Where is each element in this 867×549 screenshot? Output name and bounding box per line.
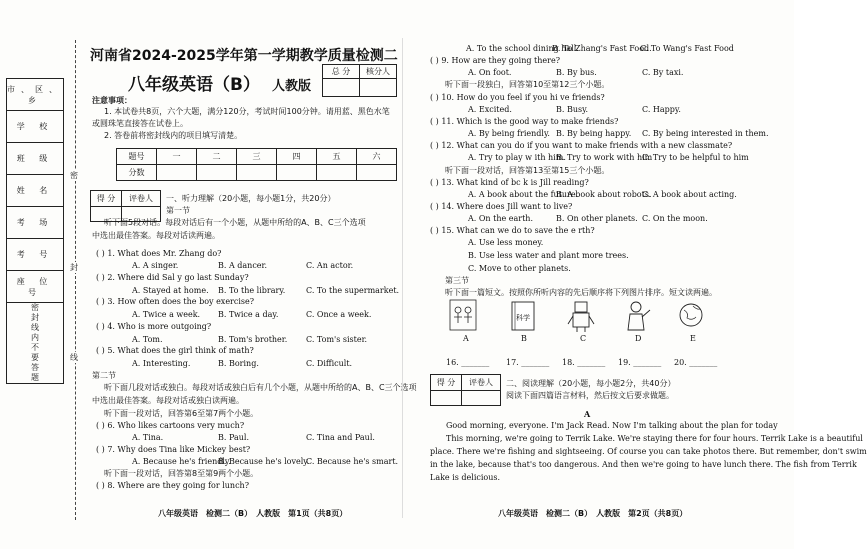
part2-label: 第二节 (92, 371, 116, 380)
q3-c[interactable]: C. Once a week. (306, 310, 372, 319)
total-cell[interactable] (323, 79, 360, 97)
grader2-score-label: 得 分 (431, 375, 462, 391)
q11-a[interactable]: A. By being friendly. (468, 129, 550, 138)
q2-a[interactable]: A. Stayed at home. (132, 286, 209, 295)
score-table (116, 148, 397, 181)
q1-b[interactable]: B. A dancer. (218, 261, 268, 270)
q12: ( ) 12. What can you do if you want to make friends with a new classmate? (430, 141, 733, 150)
score-header-3: 三 (237, 149, 277, 165)
q13-c[interactable]: C. A book about acting. (642, 190, 737, 199)
score-row-label: 分数 (117, 165, 157, 181)
q10-a[interactable]: A. Excited. (468, 105, 512, 114)
grader2-score-cell[interactable] (431, 391, 462, 406)
section2-inst: 阅读下面四篇语言材料，然后按文后要求做题。 (506, 391, 674, 400)
q10-b[interactable]: B. Busy. (556, 105, 589, 114)
grader-box-2 (430, 374, 501, 406)
q13: ( ) 13. What kind of bc k is Jill reading? (430, 178, 589, 187)
q11: ( ) 11. Which is the good way to make friends? (430, 117, 619, 126)
blank-20[interactable]: 20. _______ (674, 358, 718, 367)
q1-c[interactable]: C. An actor. (306, 261, 354, 270)
score-cell[interactable] (317, 165, 357, 181)
q5-b[interactable]: B. Boring. (218, 359, 259, 368)
q14-b[interactable]: B. On other planets. (556, 214, 638, 223)
seal-word-mi: 密 (70, 171, 78, 180)
q2-b[interactable]: B. To the library. (218, 286, 286, 295)
seal-line (75, 40, 76, 520)
part2-inst2: 中选出最佳答案。每段对话或独白读两遍。 (92, 396, 244, 405)
field-exam-room: 考 场 (7, 207, 64, 239)
note-1b: 或圆珠笔直接答在试卷上。 (92, 119, 188, 128)
checker-label: 核分人 (360, 65, 397, 79)
q13-a[interactable]: A. A book about the future. (468, 190, 579, 199)
passage-line-2: This morning, we're going to Terrik Lake. We're staying there for four hours. Terrik Lake is a beautiful (446, 434, 863, 443)
q9-a[interactable]: A. On foot. (468, 68, 512, 77)
passage-line-4: in the lake, because that's too dangerous. And then we're going to have lunch there. The fish from Terrik (430, 460, 857, 469)
q3-b[interactable]: B. Twice a day. (218, 310, 279, 319)
q6: ( ) 6. Who likes cartoons very much? (96, 421, 245, 430)
dialogue2-inst: 听下面一段对话，回答第8至第9两个小题。 (104, 469, 259, 478)
q7: ( ) 7. Why does Tina like Mickey best? (96, 445, 251, 454)
q9-b[interactable]: B. By bus. (556, 68, 597, 77)
q14-a[interactable]: A. On the earth. (468, 214, 533, 223)
q7-c[interactable]: C. Because he's smart. (306, 457, 399, 466)
q14-c[interactable]: C. On the moon. (642, 214, 708, 223)
passage-line-1: Good morning, everyone. I'm Jack Read. Now I'm talking about the plan for today (446, 421, 778, 430)
field-region: 市、区、乡 (7, 79, 64, 111)
picture-b-book-title: 科学 (516, 314, 530, 322)
score-header-6: 六 (357, 149, 397, 165)
seal-word-feng: 封 (70, 263, 78, 272)
picture-d-label: D (635, 334, 642, 343)
page1-footer: 八年级英语 检测二（B） 人教版 第1页（共8页） (158, 509, 348, 518)
part1-label: 第一节 (166, 206, 190, 215)
q5-a[interactable]: A. Interesting. (132, 359, 191, 368)
q10-c[interactable]: C. Happy. (642, 105, 681, 114)
q10: ( ) 10. How do you feel if you hi ve friends? (430, 93, 605, 102)
seal-word-xian: 线 (70, 353, 78, 362)
score-cell[interactable] (237, 165, 277, 181)
q8-a[interactable]: A. To the school dining hall. (466, 44, 579, 53)
field-name: 姓 名 (7, 175, 64, 207)
exam-subtitle (128, 70, 311, 95)
picture-c-label: C (580, 334, 587, 343)
grader2-reviewer-label: 评卷人 (462, 375, 501, 391)
q14: ( ) 14. Where does Jill want to live? (430, 202, 573, 211)
q8-b[interactable]: B. To Zhang's Fast Food. (552, 44, 652, 53)
part2-inst1: 听下面几段对话或独白。每段对话或独白后有几个小题，从题中所给的A、B、C三个选项 (104, 383, 417, 392)
q4: ( ) 4. Who is more outgoing? (96, 322, 212, 331)
field-school: 学 校 (7, 111, 64, 143)
q7-a[interactable]: A. Because he's friendly. (132, 457, 231, 466)
q15-b[interactable]: B. Use less water and plant more trees. (468, 251, 629, 260)
q4-b[interactable]: B. Tom's brother. (218, 335, 288, 344)
checker-cell[interactable] (360, 79, 397, 97)
part1-inst2: 中选出最佳答案。每段对话读两遍。 (92, 231, 220, 240)
q2-c[interactable]: C. To the supermarket. (306, 286, 400, 295)
grader-score-label: 得 分 (91, 191, 122, 207)
score-cell[interactable] (197, 165, 237, 181)
subject: 八年级英语（B） (128, 75, 260, 95)
exam-title: 河南省2024-2025学年第一学期教学质量检测二 (90, 48, 398, 64)
score-cell[interactable] (277, 165, 317, 181)
student-info-table (6, 78, 64, 384)
q12-c[interactable]: C. Try to be helpful to him (642, 153, 749, 162)
dialogue3-inst: 听下面一段对话，回答第13至第15三个小题。 (445, 166, 610, 175)
part3-label: 第三节 (445, 276, 469, 285)
monologue-inst: 听下面一段独白，回答第10至第12三个小题。 (445, 80, 610, 89)
q11-c[interactable]: C. By being interested in them. (642, 129, 769, 138)
q6-b[interactable]: B. Paul. (218, 433, 250, 442)
side-note: 密封线内不要答题 (7, 303, 64, 384)
blank-17[interactable]: 17. _______ (506, 358, 550, 367)
picture-a-label: A (463, 334, 469, 343)
score-cell[interactable] (357, 165, 397, 181)
score-header-5: 五 (317, 149, 357, 165)
field-seat-number: 座 位 号 (7, 271, 64, 303)
q5-c[interactable]: C. Difficult. (306, 359, 353, 368)
q15-a[interactable]: A. Use less money. (468, 238, 544, 247)
picture-b-label: B (521, 334, 527, 343)
q4-a[interactable]: A. Tom. (132, 335, 163, 344)
total-score-box (322, 64, 397, 97)
page-divider (402, 38, 403, 518)
q1: ( ) 1. What does Mr. Zhang do? (96, 249, 222, 258)
q15: ( ) 15. What can we do to save the e rth? (430, 226, 595, 235)
q9-c[interactable]: C. By taxi. (642, 68, 684, 77)
q7-b[interactable]: B. Because he's lovely. (218, 457, 310, 466)
q13-b[interactable]: B. A book about robots. (556, 190, 652, 199)
edition: 人教版 (271, 79, 311, 94)
score-header-2: 二 (197, 149, 237, 165)
score-cell[interactable] (157, 165, 197, 181)
score-header-label: 题号 (117, 149, 157, 165)
dialogue1-inst: 听下面一段对话，回答第6至第7两个小题。 (104, 409, 259, 418)
section2-title: 二、阅读理解（20小题，每小题2分，共40分） (506, 379, 676, 388)
note-1a: 1. 本试卷共8页，六个大题，满分120分，考试时间100分钟。请用蓝、黑色水笔 (104, 107, 390, 116)
score-header-4: 四 (277, 149, 317, 165)
picture-e-label: E (690, 334, 696, 343)
note-2: 2. 答卷前将密封线内的项目填写清楚。 (104, 131, 243, 140)
field-exam-number: 考 号 (7, 239, 64, 271)
blank-18[interactable]: 18. _______ (562, 358, 606, 367)
q15-c[interactable]: C. Move to other planets. (468, 264, 571, 273)
blank-16[interactable]: 16. _______ (446, 358, 490, 367)
q9: ( ) 9. How are they going there? (430, 56, 560, 65)
q12-b[interactable]: B. Try to work with him (556, 153, 653, 162)
total-label: 总 分 (323, 65, 360, 79)
passage-label: A (584, 409, 591, 419)
part3-inst: 听下面一篇短文。按照你所听内容的先后顺序将下列图片排序。短文读两遍。 (445, 288, 717, 297)
grader2-reviewer-cell[interactable] (462, 391, 501, 406)
q5: ( ) 5. What does the girl think of math? (96, 346, 254, 355)
q3-a[interactable]: A. Twice a week. (132, 310, 201, 319)
notes-heading: 注意事项： (92, 96, 132, 105)
passage-line-5: Lake is delicious. (430, 473, 501, 482)
q3: ( ) 3. How often does the boy exercise? (96, 297, 255, 306)
page2-footer: 八年级英语 检测二（B） 人教版 第2页（共8页） (498, 509, 688, 518)
q6-a[interactable]: A. Tina. (132, 433, 164, 442)
score-header-1: 一 (157, 149, 197, 165)
passage-line-3: place. There we're fishing and sightseeing. Of course you can take photos there. But remember, don't swim (430, 447, 867, 456)
field-class: 班 级 (7, 143, 64, 175)
q1-a[interactable]: A. A singer. (132, 261, 179, 270)
q6-c[interactable]: C. Tina and Paul. (306, 433, 375, 442)
part1-inst1: 听下面5段对话。每段对话后有一个小题，从题中所给的A、B、C三个选项 (104, 218, 366, 227)
section1-title: 一、听力理解（20小题，每小题1分，共20分） (166, 194, 336, 203)
grader-reviewer-label: 评卷人 (122, 191, 161, 207)
q12-a[interactable]: A. Try to play w ith him. (468, 153, 566, 162)
q11-b[interactable]: B. By being happy. (556, 129, 632, 138)
q4-c[interactable]: C. Tom's sister. (306, 335, 368, 344)
q8: ( ) 8. Where are they going for lunch? (96, 481, 249, 490)
blank-19[interactable]: 19. _______ (618, 358, 662, 367)
q2: ( ) 2. Where did Sal y go last Sunday? (96, 273, 249, 282)
q8-c[interactable]: C. To Wang's Fast Food (640, 44, 734, 53)
